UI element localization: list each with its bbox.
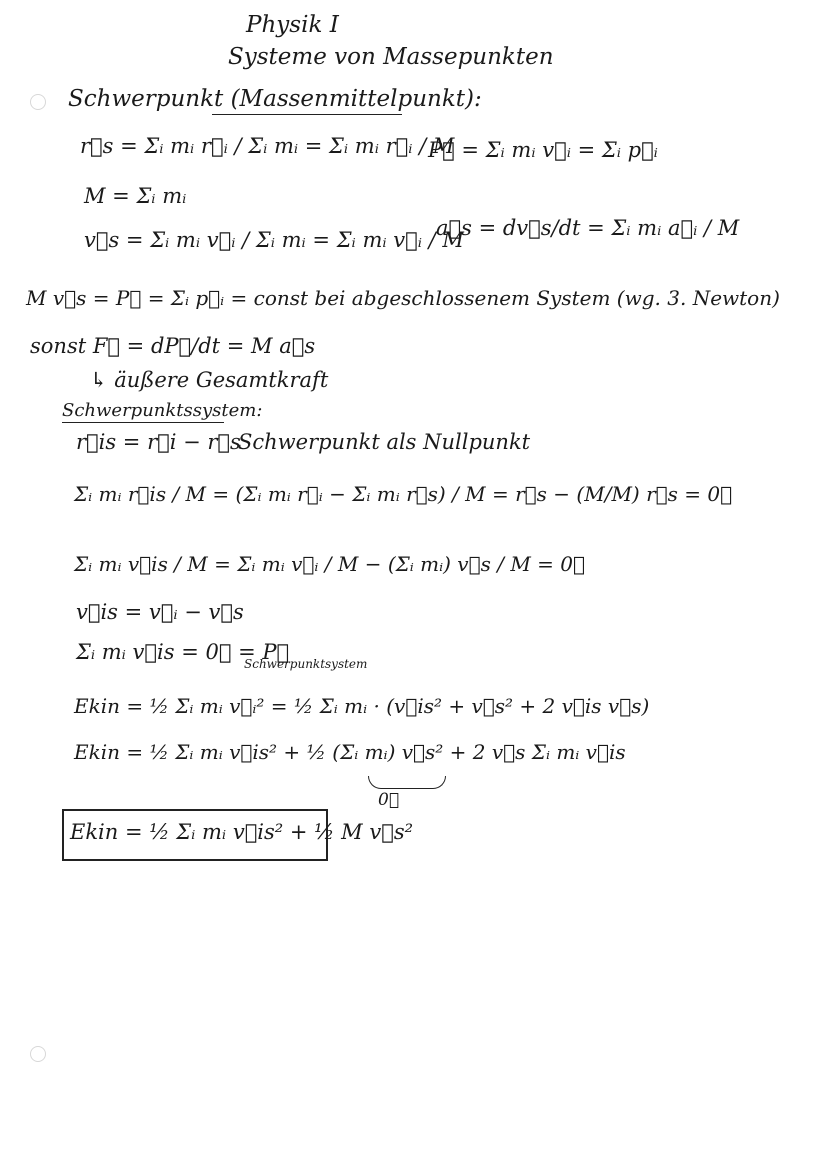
zero-term-label: 0⃗ [378,790,400,810]
schwerpunkt-heading: Schwerpunkt (Massenmittelpunkt): [68,86,482,112]
zero-term-brace [368,776,446,789]
page-subtitle: Systeme von Massepunkten [228,44,554,70]
ekin-expansion-2: Ekin = ½ Σᵢ mᵢ v⃗is² + ½ (Σᵢ mᵢ) v⃗s² + 2 v⃗s Σᵢ mᵢ v⃗is [74,740,626,764]
vis-formula: v⃗is = v⃗ᵢ − v⃗s [76,600,244,624]
system-heading: Schwerpunktssystem: [62,400,263,421]
vs-formula: v⃗s = Σᵢ mᵢ v⃗ᵢ / Σᵢ mᵢ = Σᵢ mᵢ v⃗ᵢ / M [84,228,464,252]
heading-underline [212,114,402,115]
total-mass-formula: M = Σᵢ mᵢ [84,184,187,208]
punch-hole-top [30,94,46,110]
as-formula: a⃗s = dv⃗s/dt = Σᵢ mᵢ a⃗ᵢ / M [436,216,740,240]
center-velocity-equation: Σᵢ mᵢ v⃗is / M = Σᵢ mᵢ v⃗ᵢ / M − (Σᵢ mᵢ) v⃗s / M = 0⃗ [74,552,585,576]
page-title: Physik I [246,12,339,38]
external-force-annotation: ↳ äußere Gesamtkraft [90,368,329,392]
momentum-formula: P⃗ = Σᵢ mᵢ v⃗ᵢ = Σᵢ p⃗ᵢ [428,138,658,162]
center-position-equation: Σᵢ mᵢ r⃗is / M = (Σᵢ mᵢ r⃗ᵢ − Σᵢ mᵢ r⃗s) / M = r⃗s − (M/M) r⃗s = 0⃗ [74,482,733,506]
system-heading-underline [62,422,224,423]
conservation-line: M v⃗s = P⃗ = Σᵢ p⃗ᵢ = const bei abgeschlossenem System (wg. 3. Newton) [26,286,780,310]
system-momentum-subscript: Schwerpunktsystem [244,657,368,671]
punch-hole-bottom [30,1046,46,1062]
external-force-line: sonst F⃗ = dP⃗/dt = M a⃗s [30,334,316,358]
ris-note: Schwerpunkt als Nullpunkt [238,430,531,454]
rs-formula: r⃗s = Σᵢ mᵢ r⃗ᵢ / Σᵢ mᵢ = Σᵢ mᵢ r⃗ᵢ / M [80,134,455,158]
kinetic-energy-result: Ekin = ½ Σᵢ mᵢ v⃗is² + ½ M v⃗s² [70,820,414,844]
ris-formula: r⃗is = r⃗i − r⃗s [76,430,241,454]
ekin-expansion-1: Ekin = ½ Σᵢ mᵢ v⃗ᵢ² = ½ Σᵢ mᵢ · (v⃗is² + v⃗s² + 2 v⃗is v⃗s) [74,694,650,718]
system-momentum-formula: Σᵢ mᵢ v⃗is = 0⃗ = P⃗ [76,640,290,664]
